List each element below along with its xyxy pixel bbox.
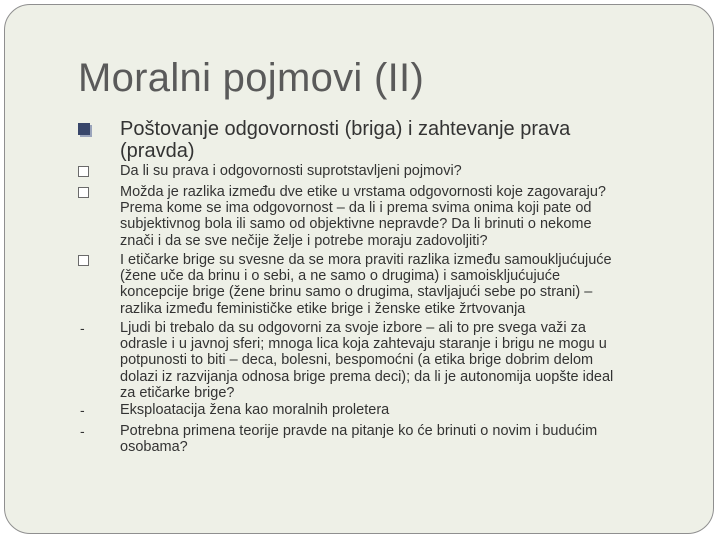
main-bullet-item (120, 118, 640, 162)
sub-bullet-item (120, 252, 680, 317)
sub-bullet-line: dolazi iz razvijanja odnosa brige prema deci); da li je autonomija uopšte ideal (120, 368, 614, 385)
hollow-square-bullet-icon (78, 255, 89, 266)
hollow-square-bullet-icon (78, 187, 89, 198)
sub-bullet-line: subjektivnog bola ili samo od objektivne nepravde? Da li brinuti o nekome (120, 216, 592, 233)
sub-bullet-line: Možda je razlika između dve etike u vrstama odgovornosti koje zagovaraju? (120, 184, 606, 200)
sub-bullet-line: Eksploatacija žena kao moralnih proletera (120, 402, 390, 418)
sub-bullet-item (80, 402, 680, 418)
sub-bullet-line: Potrebna primena teorije pravde na pitanje ko će brinuti o novim i budućim (120, 423, 598, 439)
sub-bullet-line: Prema kome se ima odgovornost – da li i prema svima onima koji pate od (120, 200, 592, 217)
sub-bullet-line: znači i da se sve nečije želje i potrebe moraju zadovoljiti? (120, 232, 488, 249)
filled-square-bullet-icon (78, 123, 90, 135)
dash-bullet: - (80, 402, 85, 418)
sub-bullet-line: koncepcije brige (žene brinu samo o drugima, stavljajući sebe po strani) – (120, 284, 593, 301)
sub-bullet-line: Da li su prava i odgovornosti suprotstavljeni pojmovi? (120, 163, 462, 179)
sub-bullet-item (120, 184, 680, 249)
sub-bullet-line: potpunosti to biti – deca, bolesni, bespomoćni (a etika brige dobrim delom (120, 352, 594, 369)
sub-bullet-line: Ljudi bi trebalo da su odgovorni za svoje izbore – ali to pre svega važi za (120, 320, 586, 336)
hollow-square-bullet-icon (78, 166, 89, 177)
sub-bullet-line: I etičarke brige su svesne da se mora praviti razlika između samoukljućujuće (120, 252, 612, 268)
slide-title: Moralni pojmovi (II) (78, 56, 425, 100)
sub-bullet-line: za etičarke brige? (120, 384, 235, 401)
sub-bullet-line: odrasle i u javnoj sferi; mnoga lica koja zahtevaju staranje i brigu ne mogu u (120, 336, 607, 353)
sub-bullet-item (80, 423, 680, 456)
main-bullet-text: Poštovanje odgovornosti (briga) i zahtevanje prava (pravda) (120, 118, 571, 162)
sub-bullet-item (120, 163, 680, 179)
sub-bullet-line: osobama? (120, 439, 188, 456)
dash-bullet: - (80, 320, 85, 336)
dash-bullet: - (80, 423, 85, 439)
sub-bullet-line: razlika između feminističke etike brige i ženske etike žrtvovanja (120, 300, 526, 317)
sub-bullet-item (80, 320, 680, 401)
sub-bullet-line: (žene uče da brinu i o sebi, a ne samo o drugima) i samoiskljućujuće (120, 268, 561, 285)
